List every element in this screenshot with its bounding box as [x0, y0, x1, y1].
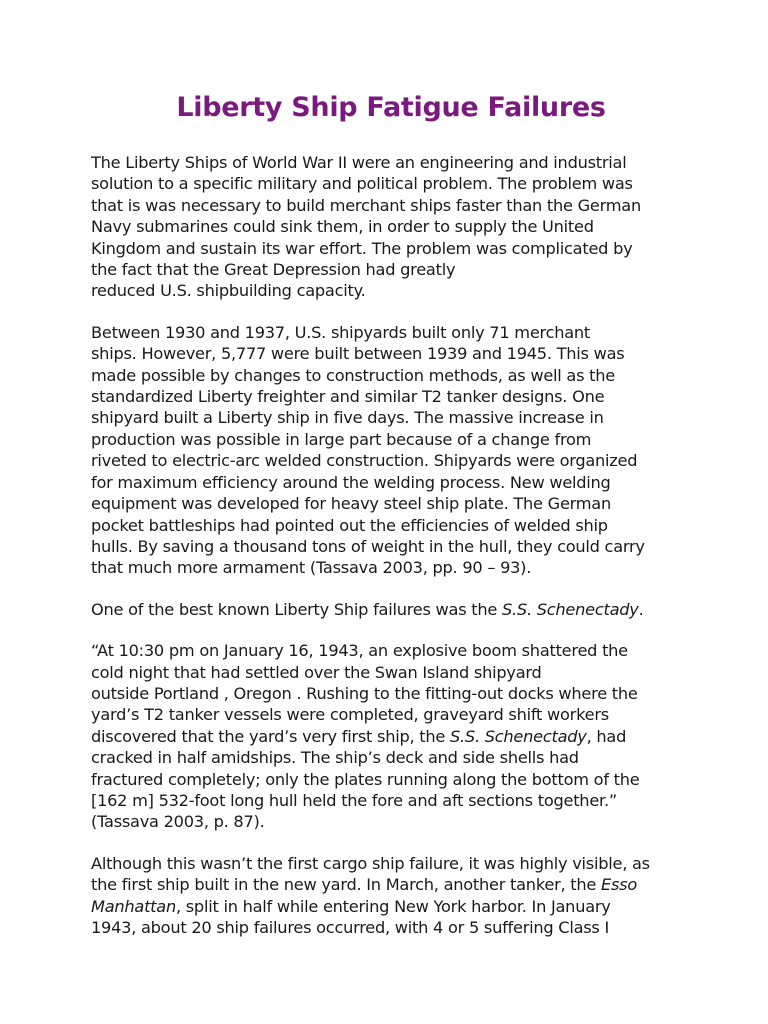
text-run: production was possible in large part because of a change from	[91, 429, 592, 449]
italic-text-run: S.S. Schenectady	[450, 726, 587, 746]
text-line	[91, 704, 691, 725]
text-run: Although this wasn’t the first cargo ship failure, it was highly visible, as	[91, 853, 650, 873]
document-body	[91, 152, 691, 938]
text-line	[91, 515, 691, 536]
italic-text-run: Esso	[600, 875, 637, 895]
text-line	[91, 322, 691, 343]
text-line	[91, 811, 691, 832]
text-run: ships. However, 5,777 were built between 1939 and 1945. This was	[91, 344, 625, 364]
text-line	[91, 726, 691, 747]
text-run: 1943, about 20 ship failures occurred, with 4 or 5 suffering Class I	[91, 918, 610, 937]
text-run: standardized Liberty freighter and similar T2 tanker designs. One	[91, 387, 605, 407]
text-run: (Tassava 2003, p. 87).	[91, 812, 265, 832]
text-line	[91, 152, 691, 173]
text-line	[91, 662, 691, 683]
text-run: Navy submarines could sink them, in order to supply the United	[91, 217, 594, 237]
text-run: for maximum efficiency around the welding process. New welding	[91, 472, 611, 492]
text-run: the fact that the Great Depression had greatly	[91, 260, 456, 280]
text-line	[91, 343, 691, 364]
text-line	[91, 173, 691, 194]
text-run: riveted to electric-arc welded construction. Shipyards were organized	[91, 451, 638, 471]
text-line	[91, 599, 691, 620]
text-line	[91, 640, 691, 661]
paragraph-4	[91, 640, 691, 833]
document-title: Liberty Ship Fatigue Failures	[176, 92, 606, 123]
text-line	[91, 259, 691, 280]
text-run: , split in half while entering New York harbor. In January	[175, 896, 611, 916]
text-run: that is was necessary to build merchant ships faster than the German	[91, 195, 641, 215]
text-line	[91, 790, 691, 811]
text-run: Kingdom and sustain its war effort. The problem was complicated by	[91, 238, 633, 258]
text-line	[91, 853, 691, 874]
text-run: [162 m] 532-foot long hull held the fore and aft sections together.”	[91, 790, 617, 810]
text-line	[91, 747, 691, 768]
text-run: the first ship built in the new yard. In March, another tanker, the	[91, 875, 601, 895]
text-line	[91, 896, 691, 917]
text-run: outside Portland , Oregon . Rushing to the fitting-out docks where the	[91, 683, 638, 703]
text-run: cold night that had settled over the Swan Island shipyard	[91, 662, 542, 682]
text-line	[91, 683, 691, 704]
text-line	[91, 472, 691, 493]
text-line	[91, 407, 691, 428]
text-run: The Liberty Ships of World War II were an engineering and industrial	[91, 153, 627, 172]
text-run: One of the best known Liberty Ship failures was the	[91, 599, 502, 619]
text-line	[91, 195, 691, 216]
text-run: Between 1930 and 1937, U.S. shipyards built only 71 merchant	[91, 322, 591, 342]
document-page	[91, 88, 691, 958]
paragraph-2	[91, 322, 691, 579]
paragraph-5	[91, 853, 691, 939]
text-run: yard’s T2 tanker vessels were completed, graveyard shift workers	[91, 705, 609, 725]
text-line	[91, 365, 691, 386]
paragraph-3	[91, 599, 691, 620]
text-run: cracked in half amidships. The ship’s deck and side shells had	[91, 748, 579, 768]
text-run: reduced U.S. shipbuilding capacity.	[91, 281, 366, 301]
text-line	[91, 450, 691, 471]
text-line	[91, 536, 691, 557]
text-line	[91, 874, 691, 895]
text-line	[91, 769, 691, 790]
text-run: that much more armament (Tassava 2003, pp. 90 – 93).	[91, 558, 532, 578]
text-run: discovered that the yard’s very first ship, the	[91, 726, 450, 746]
text-line	[91, 280, 691, 301]
text-run: hulls. By saving a thousand tons of weight in the hull, they could carry	[91, 536, 645, 556]
text-run: .	[638, 599, 644, 619]
text-run: pocket battleships had pointed out the efficiencies of welded ship	[91, 515, 608, 535]
text-line	[91, 386, 691, 407]
text-run: solution to a specific military and political problem. The problem was	[91, 174, 633, 194]
text-line	[91, 238, 691, 259]
italic-text-run: S.S. Schenectady	[502, 599, 639, 619]
text-line	[91, 917, 691, 938]
text-line	[91, 429, 691, 450]
paragraph-1	[91, 152, 691, 302]
text-run: , had	[586, 726, 627, 746]
text-run: fractured completely; only the plates running along the bottom of the	[91, 769, 640, 789]
text-run: made possible by changes to construction methods, as well as the	[91, 365, 615, 385]
italic-text-run: Manhattan	[91, 896, 176, 916]
text-line	[91, 216, 691, 237]
text-run: “At 10:30 pm on January 16, 1943, an explosive boom shattered the	[91, 641, 628, 661]
text-line	[91, 557, 691, 578]
text-run: equipment was developed for heavy steel ship plate. The German	[91, 494, 611, 514]
text-line	[91, 493, 691, 514]
text-run: shipyard built a Liberty ship in five days. The massive increase in	[91, 408, 604, 428]
